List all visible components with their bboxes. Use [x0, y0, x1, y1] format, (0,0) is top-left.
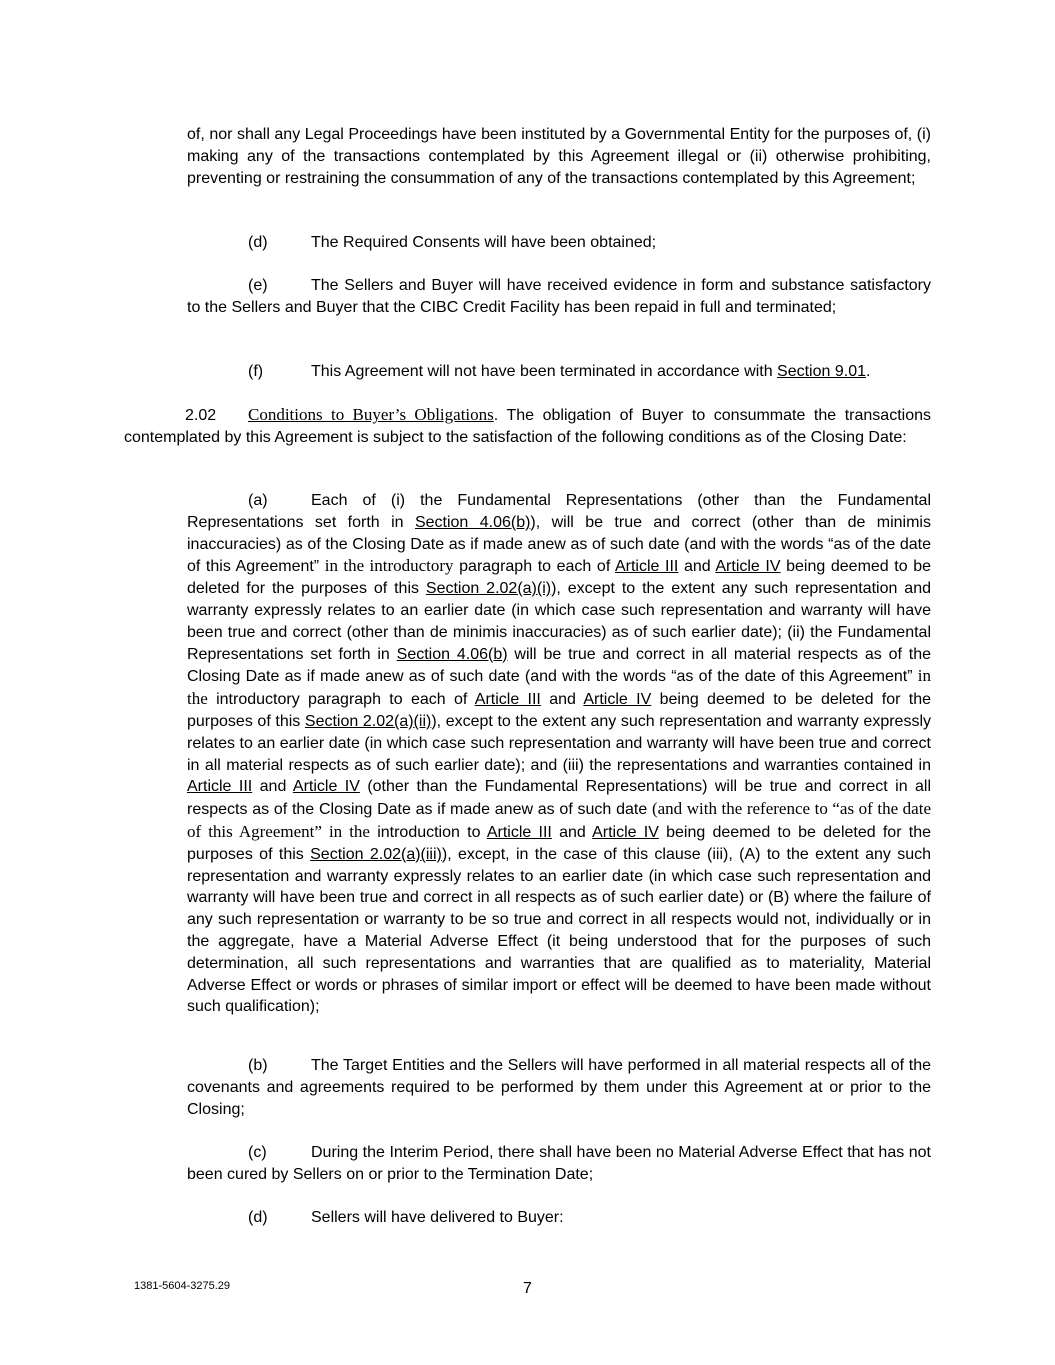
section-reference-link[interactable]: Section 2.02(a)(iii) [310, 845, 442, 863]
section-reference-link[interactable]: Section 2.02(a)(ii) [304, 712, 432, 730]
item-number: (f) [248, 363, 264, 380]
paragraph-c-continued: of, nor shall any Legal Proceedings have been instituted by a Governmental Entity for the purposes of, (i) making any of the transactions contemplated by this Agreement illegal or (ii) otherwise prohibiting, preventing or restraining the consummation of any of the transactions contemplated by this Agreement; [187, 126, 931, 187]
paragraph-e: (e) The Sellers and Buyer will have received evidence in form and substance satisfactory to the Sellers and Buyer that the CIBC Credit Facility has been repaid in full and terminated; [187, 277, 931, 316]
section-reference-link[interactable]: Section 4.06(b) [414, 513, 531, 531]
page-number: 7 [523, 1280, 532, 1297]
item-number: (d) [248, 1209, 268, 1226]
paragraph-d: (d) The Required Consents will have been obtained; [187, 232, 931, 254]
section-2-02: 2.02 Conditions to Buyer’s Obligations. The obligation of Buyer to consummate the transactions contemplated by this Agreement is subject to the satisfaction of the following conditions as of the Closing Date: [124, 405, 931, 446]
section-reference-link[interactable]: Section 2.02(a)(i) [425, 580, 552, 598]
item-number: (a) [248, 492, 268, 509]
paragraph-f: (f) This Agreement will not have been terminated in accordance with Section 9.01. [187, 361, 931, 383]
article-reference-link[interactable]: Article III [474, 691, 541, 709]
section-number: 2.02 [185, 407, 217, 424]
item-number: (d) [248, 234, 268, 251]
article-reference-link[interactable]: Article IV [292, 778, 360, 796]
item-number: (e) [248, 277, 268, 294]
article-reference-link[interactable]: Article III [614, 558, 679, 576]
item-number: (b) [248, 1057, 268, 1074]
item-number: (c) [248, 1144, 267, 1161]
section-reference-link[interactable]: Section 9.01 [777, 363, 866, 380]
article-reference-link[interactable]: Article IV [715, 558, 781, 576]
paragraph-b: (b) The Target Entities and the Sellers will have performed in all material respects all of the covenants and agreements required to be performed by them under this Agreement at or prior to the Closing; [187, 1057, 931, 1118]
article-reference-link[interactable]: Article IV [583, 691, 652, 709]
article-reference-link[interactable]: Article III [486, 823, 552, 841]
paragraph-d-deliverables: (d) Sellers will have delivered to Buyer: [187, 1207, 931, 1229]
paragraph-a: (a) Each of (i) the Fundamental Representations (other than the Fundamental Representations set forth in Section 4.06(b)), will be true and correct (other than de minimis inaccuracies) as of the Closing Date as if made anew as of such date (and with the words “as of the date of this Agreement” in the introductory paragraph to each of Article III and Article IV being deemed to be deleted for the purposes of this Section 2.02(a)(i)), except to the extent any such representation and warranty expressly relates to an earlier date (in which case such representation and warranty will have been true and correct (other than de minimis inaccuracies) as of such earlier date); (ii) the Fundamental Representations set forth in Section 4.06(b) will be true and correct in all material respects as of the Closing Date as if made anew as of such date (and with the words “as of the date of this Agreement” in the introductory paragraph to each of Article III and Article IV being deemed to be deleted for the purposes of this Section 2.02(a)(ii)), except to the extent any such representation and warranty expressly relates to an earlier date (in which case such representation and warranty will have been true and correct in all material respects as of such earlier date); and (iii) the representations and warranties contained in Article III and Article IV (other than the Fundamental Representations) will be true and correct in all respects as of the Closing Date as if made anew as of such date (and with the reference to “as of the date of this Agreement” in the introduction to Article III and Article IV being deemed to be deleted for the purposes of this Section 2.02(a)(iii)), except, in the case of this clause (iii), (A) to the extent any such representation and warranty expressly relates to an earlier date (in which case such representation and warranty will have been true and correct in all respects as of such earlier date) or (B) where the failure of any such representation or warranty to be so true and correct in all respects would not, individually or in the aggregate, have a Material Adverse Effect (it being understood that for the purposes of such determination, all such representations and warranties that are qualified as to materiality, Material Adverse Effect or words or phrases of similar import or effect will be deemed to have been made without such qualification); [187, 492, 932, 1016]
article-reference-link[interactable]: Article IV [592, 823, 659, 841]
paragraph-c: (c) During the Interim Period, there shall have been no Material Adverse Effect that has not been cured by Sellers on or prior to the Termination Date; [187, 1144, 931, 1183]
section-reference-link[interactable]: Section 4.06(b) [396, 645, 508, 663]
document-id: 1381-5604-3275.29 [134, 1280, 231, 1292]
article-reference-link[interactable]: Article III [187, 778, 253, 796]
section-heading: Conditions to Buyer’s Obligations [248, 405, 494, 424]
